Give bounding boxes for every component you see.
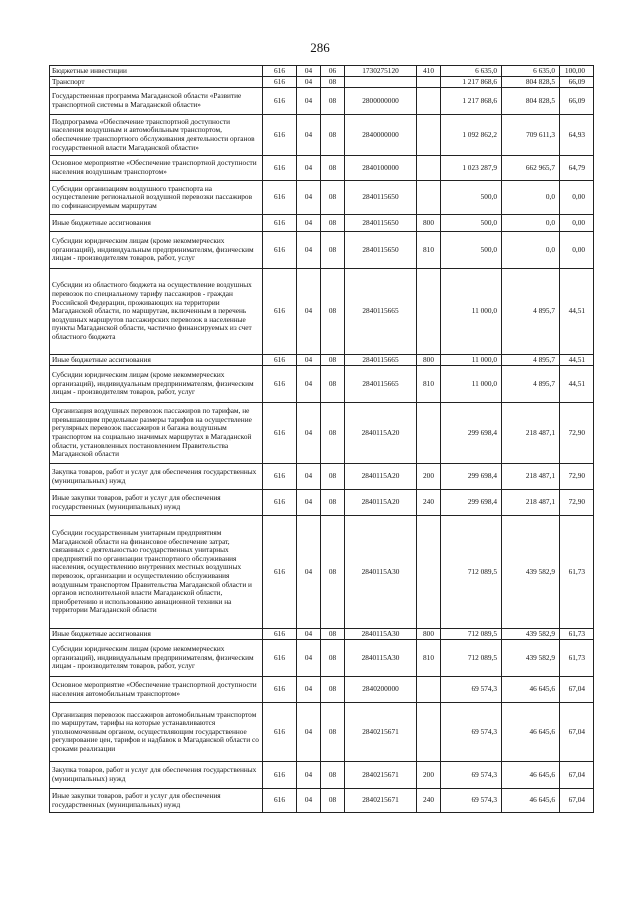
ministry-code-cell: 616 (263, 677, 297, 703)
ministry-code-cell: 616 (263, 115, 297, 156)
planned-amount-cell: 299 698,4 (441, 464, 502, 490)
section-code-cell: 04 (297, 762, 321, 789)
execution-percent-cell: 66,09 (560, 77, 594, 88)
expense-type-cell: 810 (417, 640, 441, 677)
executed-amount-cell: 439 582,9 (502, 629, 560, 640)
subsection-code-cell: 08 (321, 403, 345, 464)
section-code-cell: 04 (297, 490, 321, 516)
target-article-cell: 2840000000 (345, 115, 417, 156)
table-row (50, 269, 594, 355)
expense-name-cell: Организация воздушных перевозок пассажиров по тарифам, не превышающим предельные размеры тарифов на осуществление регулярных перевозок пассажиров и багажа воздушным транспортом на социально значимых маршрутах в Магаданской области, установленных постановлением Правительства Магаданской области (50, 403, 263, 464)
section-code-cell: 04 (297, 677, 321, 703)
planned-amount-cell: 69 574,3 (441, 677, 502, 703)
executed-amount-cell: 662 965,7 (502, 156, 560, 181)
section-code-cell: 04 (297, 181, 321, 215)
target-article-cell: 2840115665 (345, 269, 417, 355)
executed-amount-cell: 46 645,6 (502, 762, 560, 789)
target-article-cell (345, 77, 417, 88)
target-article-cell: 2840200000 (345, 677, 417, 703)
ministry-code-cell: 616 (263, 703, 297, 762)
ministry-code-cell: 616 (263, 269, 297, 355)
subsection-code-cell: 08 (321, 762, 345, 789)
executed-amount-cell: 46 645,6 (502, 703, 560, 762)
subsection-code-cell: 08 (321, 490, 345, 516)
section-code-cell: 04 (297, 269, 321, 355)
expense-name-cell: Иные закупки товаров, работ и услуг для обеспечения государственных (муниципальных) нужд (50, 789, 263, 813)
table-row (50, 490, 594, 516)
ministry-code-cell: 616 (263, 516, 297, 629)
executed-amount-cell: 439 582,9 (502, 516, 560, 629)
budget-table-body (50, 66, 594, 813)
subsection-code-cell: 08 (321, 703, 345, 762)
execution-percent-cell: 61,73 (560, 516, 594, 629)
section-code-cell: 04 (297, 77, 321, 88)
subsection-code-cell: 08 (321, 640, 345, 677)
executed-amount-cell: 439 582,9 (502, 640, 560, 677)
execution-percent-cell: 66,09 (560, 88, 594, 115)
expense-name-cell: Основное мероприятие «Обеспечение транспортной доступности населения воздушным транспортом» (50, 156, 263, 181)
subsection-code-cell: 08 (321, 355, 345, 366)
table-row (50, 77, 594, 88)
target-article-cell: 1730275120 (345, 66, 417, 77)
execution-percent-cell: 67,04 (560, 762, 594, 789)
planned-amount-cell: 11 000,0 (441, 366, 502, 403)
executed-amount-cell: 804 828,5 (502, 88, 560, 115)
table-row (50, 703, 594, 762)
expense-name-cell: Бюджетные инвестиции (50, 66, 263, 77)
table-row (50, 232, 594, 269)
target-article-cell: 2840115650 (345, 232, 417, 269)
subsection-code-cell: 08 (321, 181, 345, 215)
execution-percent-cell: 72,90 (560, 464, 594, 490)
ministry-code-cell: 616 (263, 403, 297, 464)
subsection-code-cell: 08 (321, 516, 345, 629)
subsection-code-cell: 08 (321, 789, 345, 813)
ministry-code-cell: 616 (263, 464, 297, 490)
expense-type-cell (417, 403, 441, 464)
ministry-code-cell: 616 (263, 762, 297, 789)
table-row (50, 215, 594, 232)
execution-percent-cell: 67,04 (560, 703, 594, 762)
expense-type-cell (417, 115, 441, 156)
expense-type-cell: 200 (417, 762, 441, 789)
executed-amount-cell: 46 645,6 (502, 789, 560, 813)
expense-type-cell (417, 703, 441, 762)
ministry-code-cell: 616 (263, 490, 297, 516)
expense-name-cell: Государственная программа Магаданской области «Развитие транспортной системы в Магаданской области» (50, 88, 263, 115)
target-article-cell: 2840215671 (345, 762, 417, 789)
expense-name-cell: Субсидии из областного бюджета на осуществление воздушных перевозок по специальному тарифу пассажиров - граждан Российской Федерации, проживающих на территории Магаданской области, по маршрутам, включенным в перечень воздушных маршрутов пассажирских перевозок в населенные пункты Магаданской области, частично финансируемых из счет областного бюджета (50, 269, 263, 355)
planned-amount-cell: 712 089,5 (441, 516, 502, 629)
table-row (50, 115, 594, 156)
executed-amount-cell: 218 487,1 (502, 464, 560, 490)
execution-percent-cell: 67,04 (560, 677, 594, 703)
expense-type-cell (417, 269, 441, 355)
expense-type-cell: 410 (417, 66, 441, 77)
expense-type-cell (417, 88, 441, 115)
subsection-code-cell: 08 (321, 88, 345, 115)
page-number: 286 (310, 40, 330, 55)
table-row (50, 66, 594, 77)
expense-name-cell: Субсидии государственным унитарным предприятиям Магаданской области на финансовое обеспечение затрат, связанных с деятельностью государственных унитарных предприятий по организации транспортного обслуживания населения, осуществлению внутренних местных воздушных перевозок, организации и осуществлению обслуживания воздушным транспортом Правительства Магаданской области и органов исполнительной власти Магаданской области, приобретению и использованию авиационной техники на территории Магаданской области (50, 516, 263, 629)
ministry-code-cell: 616 (263, 88, 297, 115)
section-code-cell: 04 (297, 88, 321, 115)
expense-type-cell: 240 (417, 490, 441, 516)
section-code-cell: 04 (297, 115, 321, 156)
executed-amount-cell: 218 487,1 (502, 403, 560, 464)
target-article-cell: 2840100000 (345, 156, 417, 181)
table-row (50, 366, 594, 403)
planned-amount-cell: 11 000,0 (441, 269, 502, 355)
subsection-code-cell: 08 (321, 156, 345, 181)
execution-percent-cell: 67,04 (560, 789, 594, 813)
planned-amount-cell: 1 217 868,6 (441, 77, 502, 88)
expense-name-cell: Транспорт (50, 77, 263, 88)
target-article-cell: 2840115А30 (345, 516, 417, 629)
table-row (50, 640, 594, 677)
table-row (50, 181, 594, 215)
section-code-cell: 04 (297, 789, 321, 813)
target-article-cell: 2840115650 (345, 181, 417, 215)
ministry-code-cell: 616 (263, 215, 297, 232)
subsection-code-cell: 08 (321, 115, 345, 156)
target-article-cell: 2840115665 (345, 366, 417, 403)
ministry-code-cell: 616 (263, 156, 297, 181)
expense-name-cell: Закупка товаров, работ и услуг для обеспечения государственных (муниципальных) нужд (50, 464, 263, 490)
executed-amount-cell: 0,0 (502, 181, 560, 215)
execution-percent-cell: 0,00 (560, 232, 594, 269)
subsection-code-cell: 08 (321, 269, 345, 355)
target-article-cell: 2840115А20 (345, 403, 417, 464)
ministry-code-cell: 616 (263, 355, 297, 366)
table-row (50, 629, 594, 640)
ministry-code-cell: 616 (263, 77, 297, 88)
executed-amount-cell: 4 895,7 (502, 366, 560, 403)
ministry-code-cell: 616 (263, 66, 297, 77)
target-article-cell: 2800000000 (345, 88, 417, 115)
expense-name-cell: Субсидии юридическим лицам (кроме некоммерческих организаций), индивидуальным предпринимателям, физическим лицам - производителям товаров, работ, услуг (50, 640, 263, 677)
section-code-cell: 04 (297, 66, 321, 77)
table-row (50, 677, 594, 703)
subsection-code-cell: 08 (321, 677, 345, 703)
execution-percent-cell: 61,73 (560, 629, 594, 640)
execution-percent-cell: 0,00 (560, 215, 594, 232)
planned-amount-cell: 11 000,0 (441, 355, 502, 366)
executed-amount-cell: 46 645,6 (502, 677, 560, 703)
table-row (50, 88, 594, 115)
execution-percent-cell: 44,51 (560, 366, 594, 403)
expense-type-cell (417, 677, 441, 703)
expense-type-cell: 800 (417, 355, 441, 366)
expense-type-cell: 800 (417, 629, 441, 640)
subsection-code-cell: 08 (321, 77, 345, 88)
target-article-cell: 2840215671 (345, 789, 417, 813)
planned-amount-cell: 1 092 862,2 (441, 115, 502, 156)
executed-amount-cell: 709 611,3 (502, 115, 560, 156)
budget-table (49, 65, 594, 813)
expense-type-cell (417, 156, 441, 181)
planned-amount-cell: 69 574,3 (441, 703, 502, 762)
executed-amount-cell: 218 487,1 (502, 490, 560, 516)
ministry-code-cell: 616 (263, 366, 297, 403)
planned-amount-cell: 500,0 (441, 232, 502, 269)
executed-amount-cell: 0,0 (502, 232, 560, 269)
executed-amount-cell: 804 828,5 (502, 77, 560, 88)
table-row (50, 789, 594, 813)
subsection-code-cell: 08 (321, 215, 345, 232)
planned-amount-cell: 712 089,5 (441, 629, 502, 640)
execution-percent-cell: 100,00 (560, 66, 594, 77)
section-code-cell: 04 (297, 464, 321, 490)
expense-type-cell (417, 516, 441, 629)
subsection-code-cell: 08 (321, 464, 345, 490)
execution-percent-cell: 44,51 (560, 355, 594, 366)
expense-type-cell: 810 (417, 366, 441, 403)
section-code-cell: 04 (297, 156, 321, 181)
expense-type-cell (417, 181, 441, 215)
planned-amount-cell: 500,0 (441, 215, 502, 232)
table-row (50, 464, 594, 490)
planned-amount-cell: 1 217 868,6 (441, 88, 502, 115)
table-row (50, 355, 594, 366)
target-article-cell: 2840115650 (345, 215, 417, 232)
execution-percent-cell: 0,00 (560, 181, 594, 215)
execution-percent-cell: 72,90 (560, 490, 594, 516)
ministry-code-cell: 616 (263, 232, 297, 269)
target-article-cell: 2840115А30 (345, 640, 417, 677)
section-code-cell: 04 (297, 629, 321, 640)
planned-amount-cell: 500,0 (441, 181, 502, 215)
target-article-cell: 2840215671 (345, 703, 417, 762)
planned-amount-cell: 299 698,4 (441, 490, 502, 516)
planned-amount-cell: 69 574,3 (441, 789, 502, 813)
subsection-code-cell: 08 (321, 629, 345, 640)
execution-percent-cell: 72,90 (560, 403, 594, 464)
ministry-code-cell: 616 (263, 640, 297, 677)
expense-name-cell: Субсидии юридическим лицам (кроме некоммерческих организаций), индивидуальным предпринимателям, физическим лицам - производителям товаров, работ, услуг (50, 232, 263, 269)
expense-name-cell: Иные бюджетные ассигнования (50, 215, 263, 232)
planned-amount-cell: 712 089,5 (441, 640, 502, 677)
target-article-cell: 2840115А20 (345, 464, 417, 490)
expense-type-cell: 810 (417, 232, 441, 269)
planned-amount-cell: 6 635,0 (441, 66, 502, 77)
expense-name-cell: Субсидии организациям воздушного транспорта на осуществление региональной воздушной перевозки пассажиров по софинансируемым маршрутам (50, 181, 263, 215)
planned-amount-cell: 299 698,4 (441, 403, 502, 464)
section-code-cell: 04 (297, 403, 321, 464)
target-article-cell: 2840115А20 (345, 490, 417, 516)
section-code-cell: 04 (297, 703, 321, 762)
execution-percent-cell: 44,51 (560, 269, 594, 355)
section-code-cell: 04 (297, 640, 321, 677)
planned-amount-cell: 1 023 287,9 (441, 156, 502, 181)
planned-amount-cell: 69 574,3 (441, 762, 502, 789)
section-code-cell: 04 (297, 366, 321, 403)
executed-amount-cell: 4 895,7 (502, 355, 560, 366)
expense-name-cell: Организация перевозок пассажиров автомобильным транспортом по маршрутам, тарифы на которые устанавливаются уполномоченным органом, осуществляющим государственное регулирование цен, тарифов и надбавок в Магаданской области со сроками реализации (50, 703, 263, 762)
target-article-cell: 2840115665 (345, 355, 417, 366)
expense-name-cell: Основное мероприятие «Обеспечение транспортной доступности населения автомобильным транспортом» (50, 677, 263, 703)
target-article-cell: 2840115А30 (345, 629, 417, 640)
section-code-cell: 04 (297, 516, 321, 629)
expense-name-cell: Иные бюджетные ассигнования (50, 355, 263, 366)
executed-amount-cell: 4 895,7 (502, 269, 560, 355)
expense-type-cell (417, 77, 441, 88)
subsection-code-cell: 08 (321, 232, 345, 269)
subsection-code-cell: 08 (321, 366, 345, 403)
execution-percent-cell: 61,73 (560, 640, 594, 677)
ministry-code-cell: 616 (263, 629, 297, 640)
table-row (50, 516, 594, 629)
subsection-code-cell: 06 (321, 66, 345, 77)
execution-percent-cell: 64,79 (560, 156, 594, 181)
table-row (50, 762, 594, 789)
ministry-code-cell: 616 (263, 789, 297, 813)
expense-type-cell: 200 (417, 464, 441, 490)
expense-type-cell: 800 (417, 215, 441, 232)
executed-amount-cell: 0,0 (502, 215, 560, 232)
expense-name-cell: Субсидии юридическим лицам (кроме некоммерческих организаций), индивидуальным предпринимателям, физическим лицам - производителям товаров, работ, услуг (50, 366, 263, 403)
table-row (50, 403, 594, 464)
section-code-cell: 04 (297, 215, 321, 232)
section-code-cell: 04 (297, 232, 321, 269)
ministry-code-cell: 616 (263, 181, 297, 215)
table-row (50, 156, 594, 181)
expense-name-cell: Закупка товаров, работ и услуг для обеспечения государственных (муниципальных) нужд (50, 762, 263, 789)
expense-name-cell: Подпрограмма «Обеспечение транспортной доступности населения воздушным и автомобильным транспортом, обеспечение транспортного обслуживания деятельности органов государственной власти Магаданской области» (50, 115, 263, 156)
section-code-cell: 04 (297, 355, 321, 366)
executed-amount-cell: 6 635,0 (502, 66, 560, 77)
expense-name-cell: Иные закупки товаров, работ и услуг для обеспечения государственных (муниципальных) нужд (50, 490, 263, 516)
expense-type-cell: 240 (417, 789, 441, 813)
execution-percent-cell: 64,93 (560, 115, 594, 156)
expense-name-cell: Иные бюджетные ассигнования (50, 629, 263, 640)
